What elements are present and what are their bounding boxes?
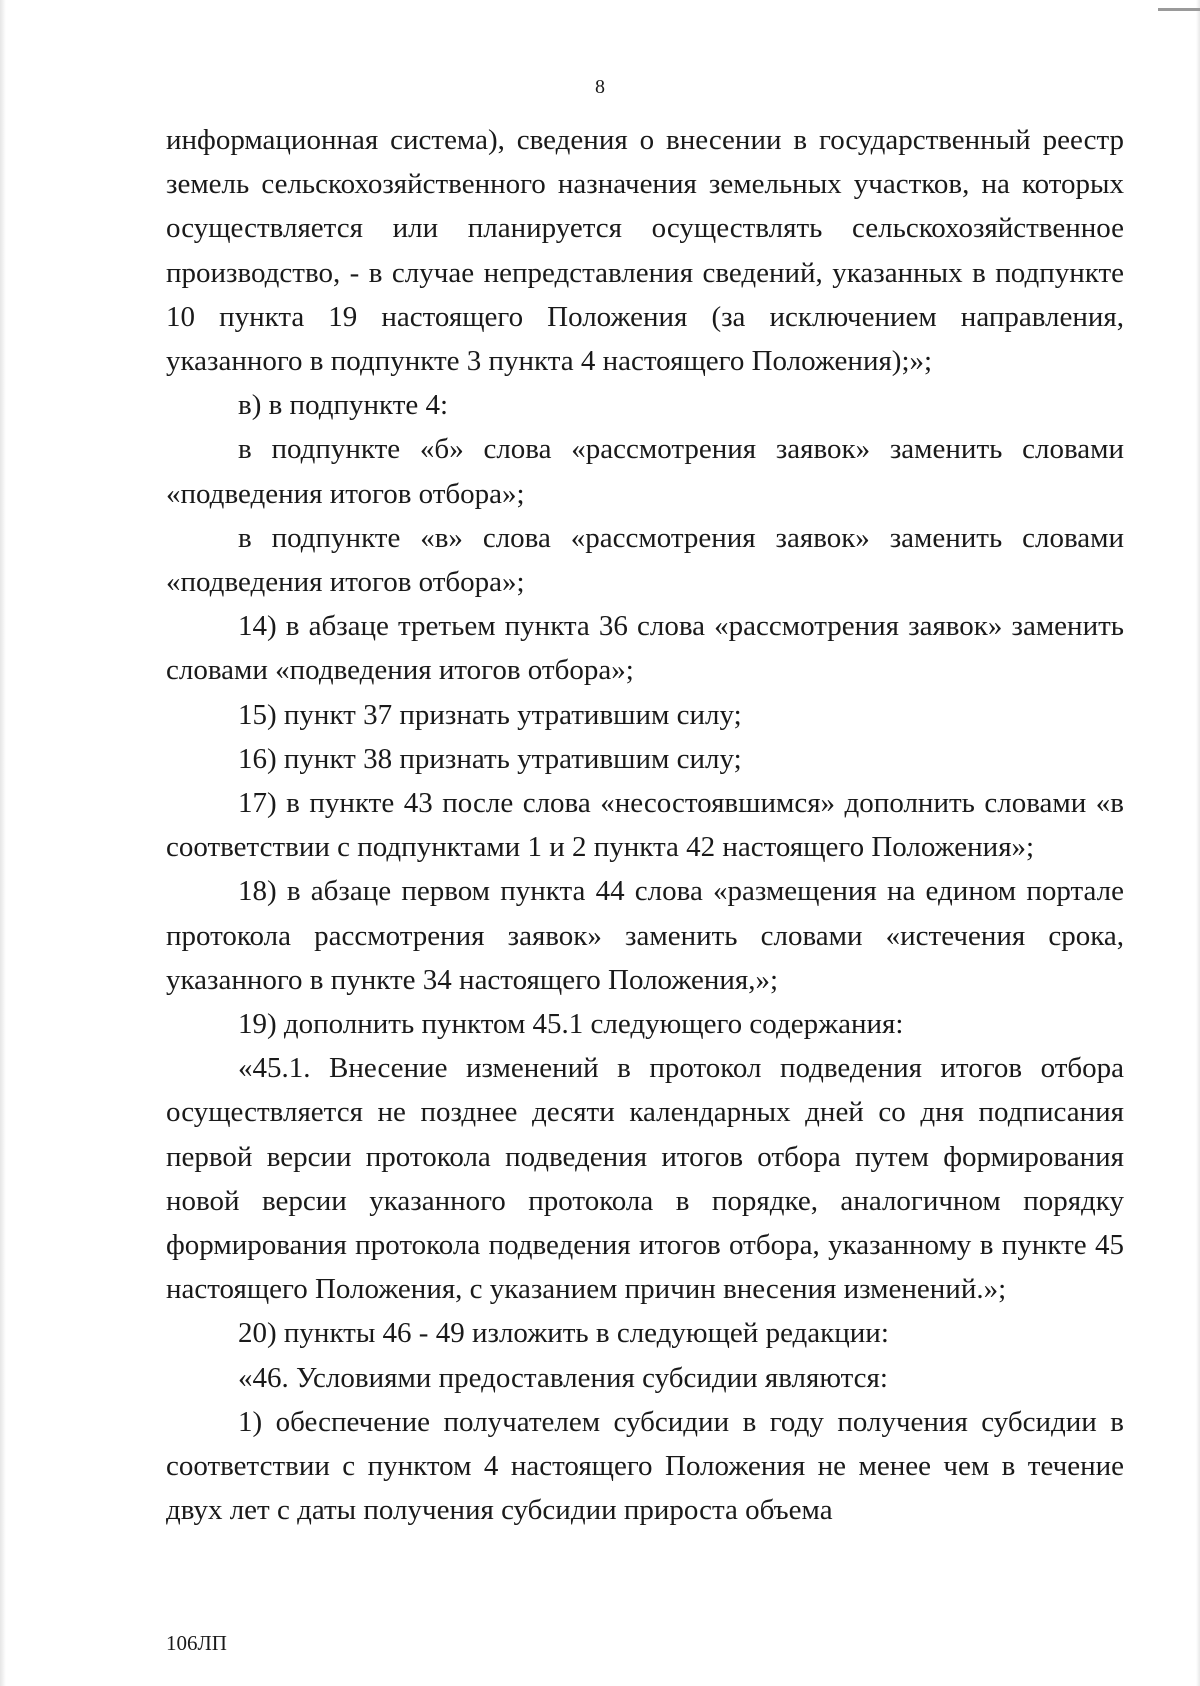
paragraph-item-19: 19) дополнить пунктом 45.1 следующего содержания: bbox=[238, 1008, 904, 1041]
paragraph-point-45-1: «45.1. Внесение изменений в протокол подведения итогов отбора осуществляется не позднее десяти календарных дней со дня подписания первой версии протокола подведения итогов отбора путем формирования новой версии указанного протокола в порядке, аналогичном порядку формирования протокола подведения итогов отбора, указанному в пункте 45 настоящего Положения, с указанием причин внесения изменений.»; bbox=[166, 1052, 1124, 1306]
paragraph-item-14: 14) в абзаце третьем пункта 36 слова «рассмотрения заявок» заменить словами «подведения итогов отбора»; bbox=[166, 610, 1124, 687]
paragraph-point-46: «46. Условиями предоставления субсидии являются: bbox=[238, 1361, 888, 1394]
paragraph-item-18: 18) в абзаце первом пункта 44 слова «размещения на едином портале протокола рассмотрения заявок» заменить словами «истечения срока, указанного в пункте 34 настоящего Положения,»; bbox=[166, 875, 1124, 996]
paragraph-item-16: 16) пункт 38 признать утратившим силу; bbox=[238, 742, 742, 775]
paragraph-continuation: информационная система), сведения о внесении в государственный реестр земель сельскохозяйственного назначения земельных участков, на которых осуществляется или планируется осуществлять сельскохозяйственное производство, - в случае непредставления сведений, указанных в подпункте 10 пункта 19 настоящего Положения (за исключением направления, указанного в подпункте 3 пункта 4 настоящего Положения);»; bbox=[166, 124, 1124, 378]
paragraph-item-15: 15) пункт 37 признать утратившим силу; bbox=[238, 698, 742, 731]
paragraph-subitem-b-change: в подпункте «б» слова «рассмотрения заявок» заменить словами «подведения итогов отбора»; bbox=[166, 433, 1124, 510]
document-body bbox=[166, 118, 1124, 1533]
page-number: 8 bbox=[595, 76, 605, 98]
scan-edge-right bbox=[1196, 0, 1200, 1686]
paragraph-item-20: 20) пункты 46 - 49 изложить в следующей редакции: bbox=[238, 1317, 889, 1350]
paragraph-subitem-v: в) в подпункте 4: bbox=[238, 389, 449, 422]
scan-edge-left bbox=[0, 0, 6, 1686]
paragraph-item-17: 17) в пункте 43 после слова «несостоявшимся» дополнить словами «в соответствии с подпунктами 1 и 2 пункта 42 настоящего Положения»; bbox=[166, 787, 1124, 864]
document-code: 106ЛП bbox=[166, 1631, 227, 1655]
paragraph-subitem-v-change: в подпункте «в» слова «рассмотрения заявок» заменить словами «подведения итогов отбора»; bbox=[166, 521, 1124, 599]
scan-mark bbox=[1158, 8, 1200, 11]
paragraph-condition-1: 1) обеспечение получателем субсидии в году получения субсидии в соответствии с пунктом 4 настоящего Положения не менее чем в течение двух лет с даты получения субсидии прироста объема bbox=[166, 1405, 1124, 1527]
